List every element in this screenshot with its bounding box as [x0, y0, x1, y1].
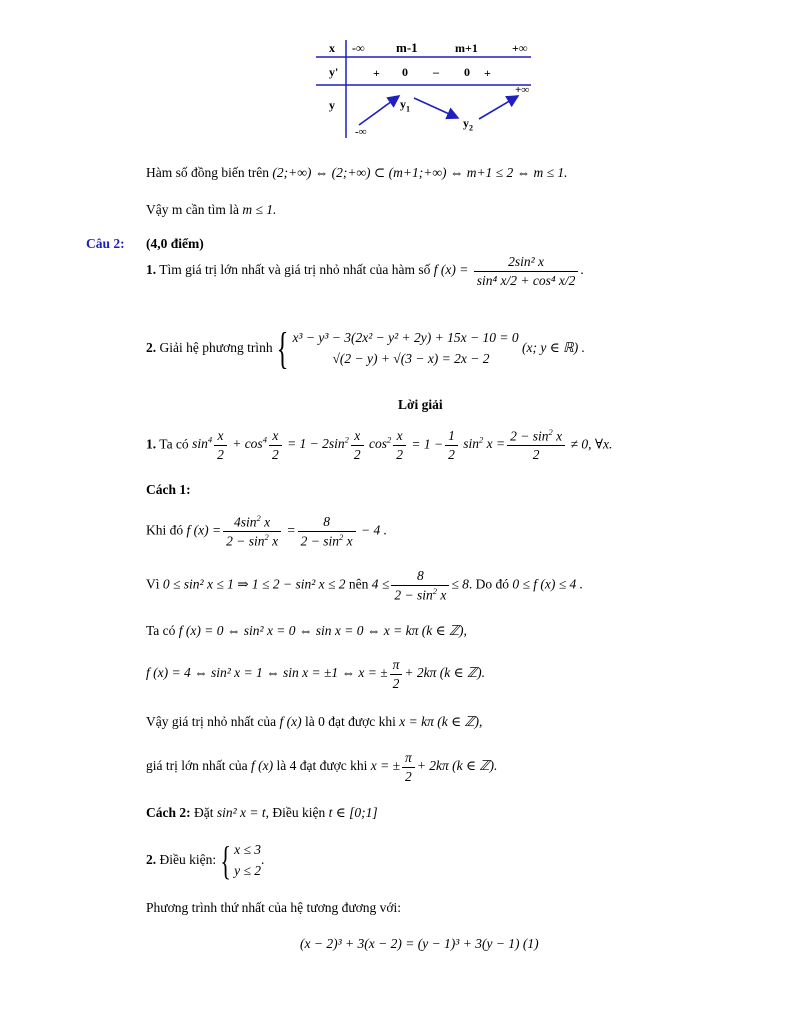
cau2-points: (4,0 điểm)	[146, 236, 204, 251]
variation-table-lines	[0, 0, 792, 150]
q1-fraction: $\frac{\text{2sin² x}}{\text{sin⁴ x/2 + cos⁴ x/2}}$	[474, 254, 579, 288]
cau2-label: Câu 2:	[86, 236, 125, 251]
min-line: Vậy giá trị nhỏ nhất của f (x) là 0 đạt được khi x = kπ (k ∈ ℤ),	[146, 714, 483, 729]
dieu-kien-line: 2. Điều kiện: { x ≤ 3 y ≤ 2 .	[146, 837, 265, 883]
final-equation: (x − 2)³ + 3(x − 2) = (y − 1)³ + 3(y − 1) (1)	[300, 936, 539, 951]
solution-1-line: 1. Ta có $\sin^4$ $\frac{x}{2}$ + $\cos^4$ $\frac{x}{2}$ = $1 - 2\sin^2$ $\frac{x}{2}$ $\cos^2$ $\frac{x}{2}$ = 1 − $\frac{1}{2}$ $\sin^2 x$ = $\frac{2 - \sin^2 x}{2}$ ≠ 0, ∀x.	[146, 427, 613, 463]
vi-line: Vì 0 ≤ sin² x ≤ 1 ⇒ 1 ≤ 2 − sin² x ≤ 2 nên 4 ≤ $\frac{8}{2 - \sin^2 x}$ ≤ 8. Do đó 0 ≤ f (x) ≤ 4 .	[146, 568, 584, 603]
para-vay-m: Vậy m cần tìm là m ≤ 1.	[146, 202, 277, 217]
vt-x-m-plus-1: m+1	[455, 41, 478, 55]
question-1: 1. Tìm giá trị lớn nhất và giá trị nhỏ nhất của hàm số f (x) = $\frac{\text{2sin² x}}{\text{sin⁴ x/2 + cos⁴ x/2}}$ .	[146, 254, 584, 288]
vt-sign-plus-2: +	[484, 66, 491, 80]
max-line: giá trị lớn nhất của f (x) là 4 đạt được khi x = ± $\frac{\pi}{2}$ + 2kπ (k ∈ ℤ).	[146, 750, 498, 784]
para-dong-bien: Hàm số đồng biến trên (2;+∞) ⇔ (2;+∞) ⊂ (m+1;+∞) ⇔ m+1 ≤ 2 ⇔ m ≤ 1.	[146, 165, 568, 180]
para-dong-bien-expr: (2;+∞) ⇔ (2;+∞) ⊂ (m+1;+∞) ⇔ m+1 ≤ 2 ⇔ m ≤ 1.	[272, 165, 568, 180]
vt-sign-zero-2: 0	[464, 65, 470, 79]
vt-y1: $y_1$	[400, 97, 410, 114]
cach-1-label: Cách 1:	[146, 482, 191, 497]
vt-y-label: y	[329, 98, 335, 112]
vt-y-neg-inf: -∞	[355, 126, 367, 138]
variation-table	[0, 0, 792, 150]
vt-sign-plus-1: +	[373, 66, 380, 80]
q2-brace: {	[276, 324, 289, 373]
vt-sign-minus: –	[433, 65, 439, 79]
vt-x-label: x	[329, 41, 335, 55]
vt-yprime-label: y'	[329, 65, 339, 79]
vt-x-m-minus-1: m-1	[396, 40, 418, 55]
vt-x-neg-inf: -∞	[352, 41, 365, 55]
vt-sign-zero-1: 0	[402, 65, 408, 79]
solution-title: Lời giải	[398, 397, 443, 412]
q2-system: x³ − y³ − 3(2x² − y² + 2y) + 15x − 10 = 0 √(2 − y) + √(3 − x) = 2x − 2	[292, 330, 519, 366]
f4-line: f (x) = 4 ⇔ sin² x = 1 ⇔ sin x = ±1 ⇔ x = ± $\frac{\pi}{2}$ + 2kπ (k ∈ ℤ).	[146, 657, 485, 691]
question-2: 2. Giải hệ phương trình { x³ − y³ − 3(2x² − y² + 2y) + 15x − 10 = 0 √(2 − y) + √(3 − x) = 2x − 2 (x; y ∈ ℝ) .	[146, 324, 585, 373]
pt-thu-nhat-line: Phương trình thứ nhất của hệ tương đương với:	[146, 900, 402, 915]
vt-x-pos-inf: +∞	[512, 41, 528, 55]
vt-y-pos-inf: +∞	[515, 84, 530, 96]
khi-do-line: Khi đó f (x) = $\frac{4\sin^2 x}{2 - \sin^2 x}$ = $\frac{8}{2 - \sin^2 x}$ − 4 .	[146, 513, 387, 549]
cach-2-line: Cách 2: Đặt sin² x = t, Điều kiện t ∈ [0;1]	[146, 805, 378, 820]
vt-y2: $y_2$	[463, 116, 473, 133]
ta-co-f0-line: Ta có f (x) = 0 ⇔ sin² x = 0 ⇔ sin x = 0 ⇔ x = kπ (k ∈ ℤ),	[146, 623, 467, 638]
